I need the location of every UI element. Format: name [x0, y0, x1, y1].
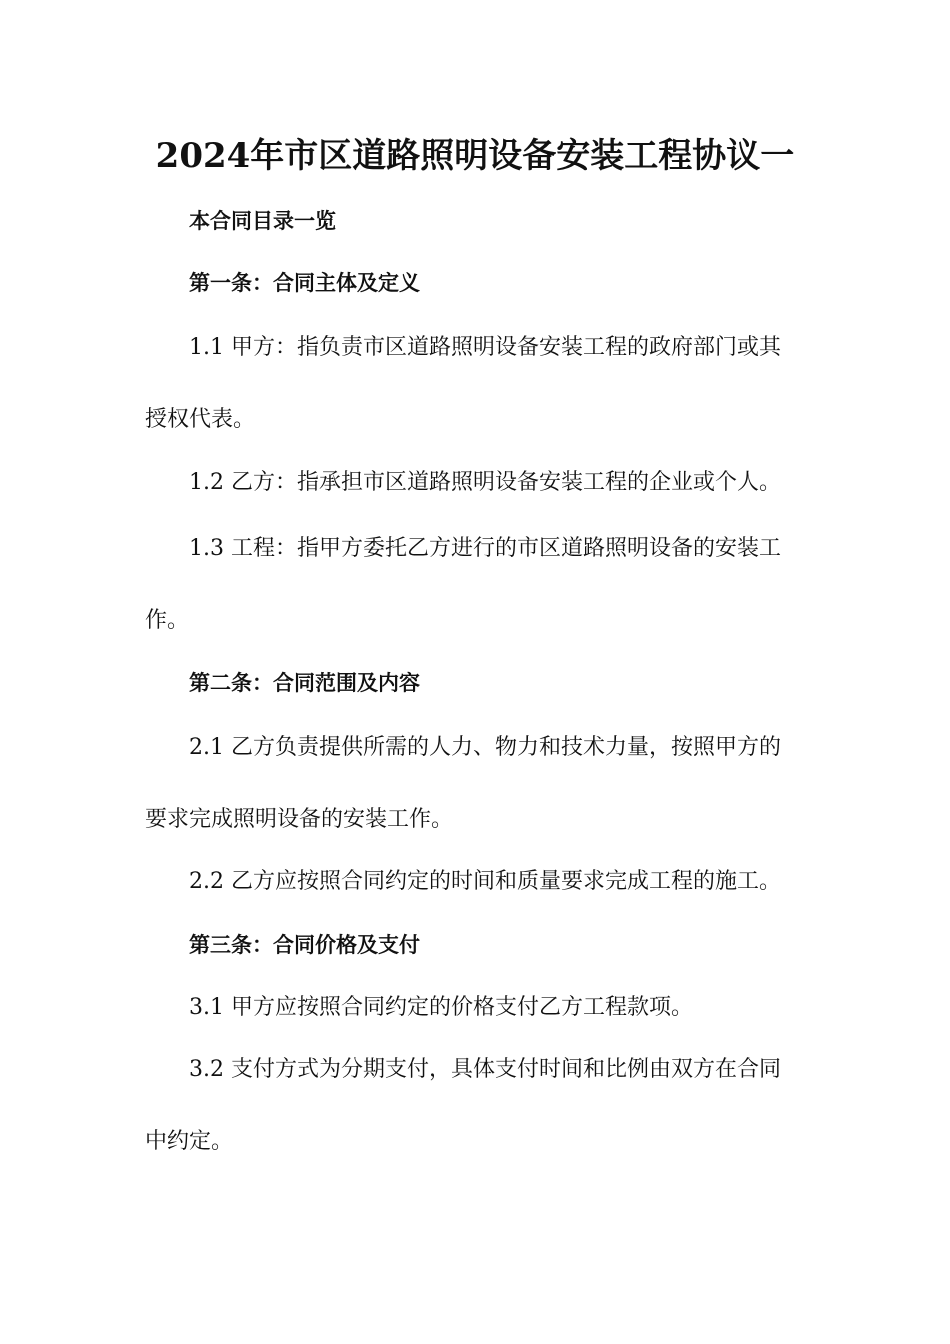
- article-1-heading: 第一条：合同主体及定义: [189, 271, 420, 295]
- clause-1-1-line-1: 1.1 甲方：指负责市区道路照明设备安装工程的政府部门或其: [189, 335, 781, 360]
- toc-heading: 本合同目录一览: [189, 209, 336, 233]
- clause-1-3-line-1: 1.3 工程：指甲方委托乙方进行的市区道路照明设备的安装工: [189, 536, 781, 561]
- clause-1-2: 1.2 乙方：指承担市区道路照明设备安装工程的企业或个人。: [189, 470, 781, 495]
- clause-1-3-line-2: 作。: [145, 608, 190, 633]
- clause-2-2: 2.2 乙方应按照合同约定的时间和质量要求完成工程的施工。: [189, 869, 781, 894]
- article-3-heading: 第三条：合同价格及支付: [189, 933, 420, 957]
- clause-3-2-line-1: 3.2 支付方式为分期支付，具体支付时间和比例由双方在合同: [189, 1057, 781, 1082]
- clause-1-1-line-2: 授权代表。: [145, 407, 256, 432]
- article-2-heading: 第二条：合同范围及内容: [189, 671, 420, 695]
- clause-3-1: 3.1 甲方应按照合同约定的价格支付乙方工程款项。: [189, 995, 693, 1020]
- clause-2-1-line-1: 2.1 乙方负责提供所需的人力、物力和技术力量，按照甲方的: [189, 735, 781, 760]
- clause-2-1-line-2: 要求完成照明设备的安装工作。: [145, 807, 454, 832]
- clause-3-2-line-2: 中约定。: [145, 1129, 234, 1154]
- document-title: 2024年市区道路照明设备安装工程协议一: [155, 136, 795, 176]
